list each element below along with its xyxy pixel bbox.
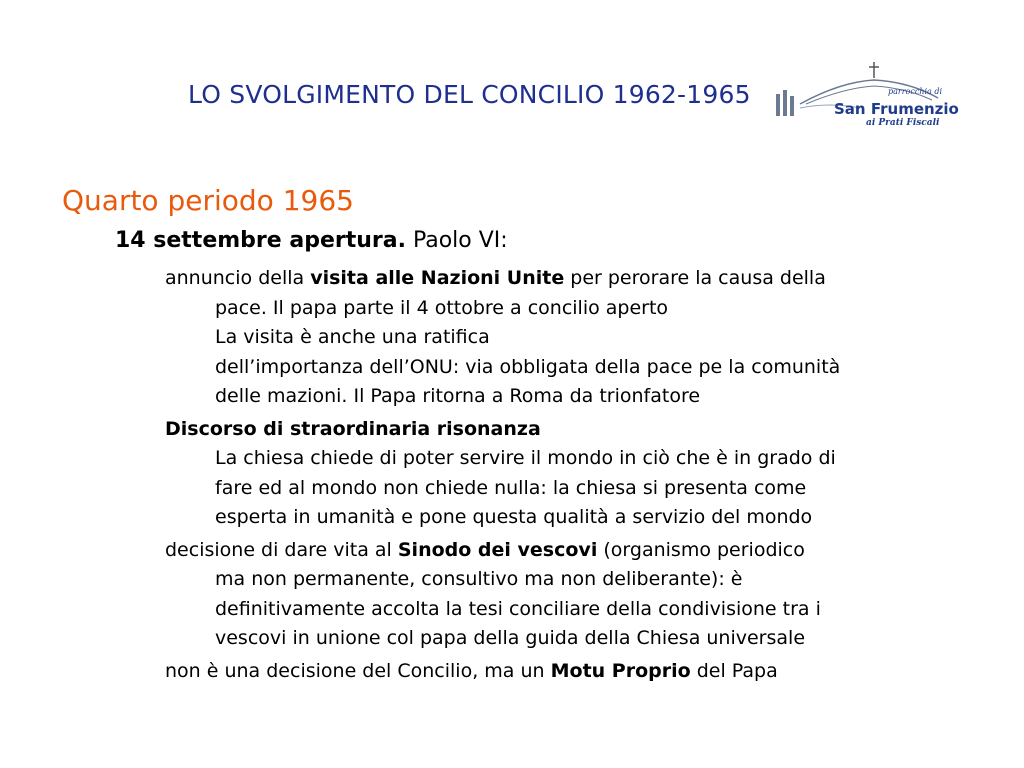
bullet-first-line: [165, 415, 965, 445]
bullet-continuation: pace. Il papa parte il 4 ottobre a concilio aperto: [215, 296, 669, 319]
bullet-item: [165, 536, 965, 654]
bullet-bold-text: Sinodo dei vescovi: [397, 538, 598, 561]
bullet-text: non è una decisione del Concilio, ma un: [165, 659, 551, 682]
bullet-continuation: dell’importanza dell’ONU: via obbligata della pace pe la comunità: [215, 355, 841, 378]
bullet-continuation: ma non permanente, consultivo ma non deliberante): è: [215, 568, 743, 590]
bullet-first-line: [165, 536, 965, 566]
bullet-text: per perorare la causa della: [564, 267, 826, 289]
bullet-item: [165, 415, 965, 533]
bullet-text: (organismo periodico: [597, 538, 805, 561]
bullet-continuation: delle mazioni. Il Papa ritorna a Roma da trionfatore: [215, 385, 701, 407]
bullet-continuation: fare ed al mondo non chiede nulla: la chiesa si presenta come: [215, 476, 807, 499]
logo-name: San Frumenzio: [834, 100, 959, 118]
logo-top-text: parrocchia di: [888, 87, 943, 96]
bullet-text: del Papa: [690, 659, 778, 682]
bullet-continuation: definitivamente accolta la tesi conciliare della condivisione tra i: [215, 597, 821, 620]
bullet-continuation: vescovi in unione col papa della guida della Chiesa universale: [215, 627, 806, 649]
bullet-continuation: La visita è anche una ratifica: [215, 326, 490, 348]
bullet-continuation: esperta in umanità e pone questa qualità a servizio del mondo: [215, 506, 813, 528]
bullet-bold-text: Discorso di straordinaria risonanza: [165, 417, 541, 440]
bullet-text: decisione di dare vita al: [165, 538, 398, 561]
slide-title: LO SVOLGIMENTO DEL CONCILIO 1962-1965: [188, 80, 751, 109]
church-logo-icon: [770, 58, 959, 130]
subheading: [115, 228, 508, 253]
logo-bottom-text: ai Prati Fiscali: [866, 118, 940, 128]
subheading-bold: 14 settembre apertura.: [115, 228, 406, 253]
subheading-rest: Paolo VI:: [405, 228, 508, 253]
bullet-bold-text: Motu Proprio: [550, 659, 691, 682]
bullet-text: annuncio della: [165, 267, 311, 289]
parish-logo: [770, 58, 959, 130]
bullet-item: [165, 264, 965, 412]
bullet-item: [165, 657, 965, 687]
bullet-first-line: [165, 264, 965, 294]
bullet-bold-text: visita alle Nazioni Unite: [310, 267, 565, 289]
bullet-first-line: [165, 657, 965, 687]
bullet-continuation: La chiesa chiede di poter servire il mondo in ciò che è in grado di: [215, 447, 836, 469]
bullet-list: [165, 264, 965, 689]
section-title: Quarto periodo 1965: [62, 184, 354, 217]
